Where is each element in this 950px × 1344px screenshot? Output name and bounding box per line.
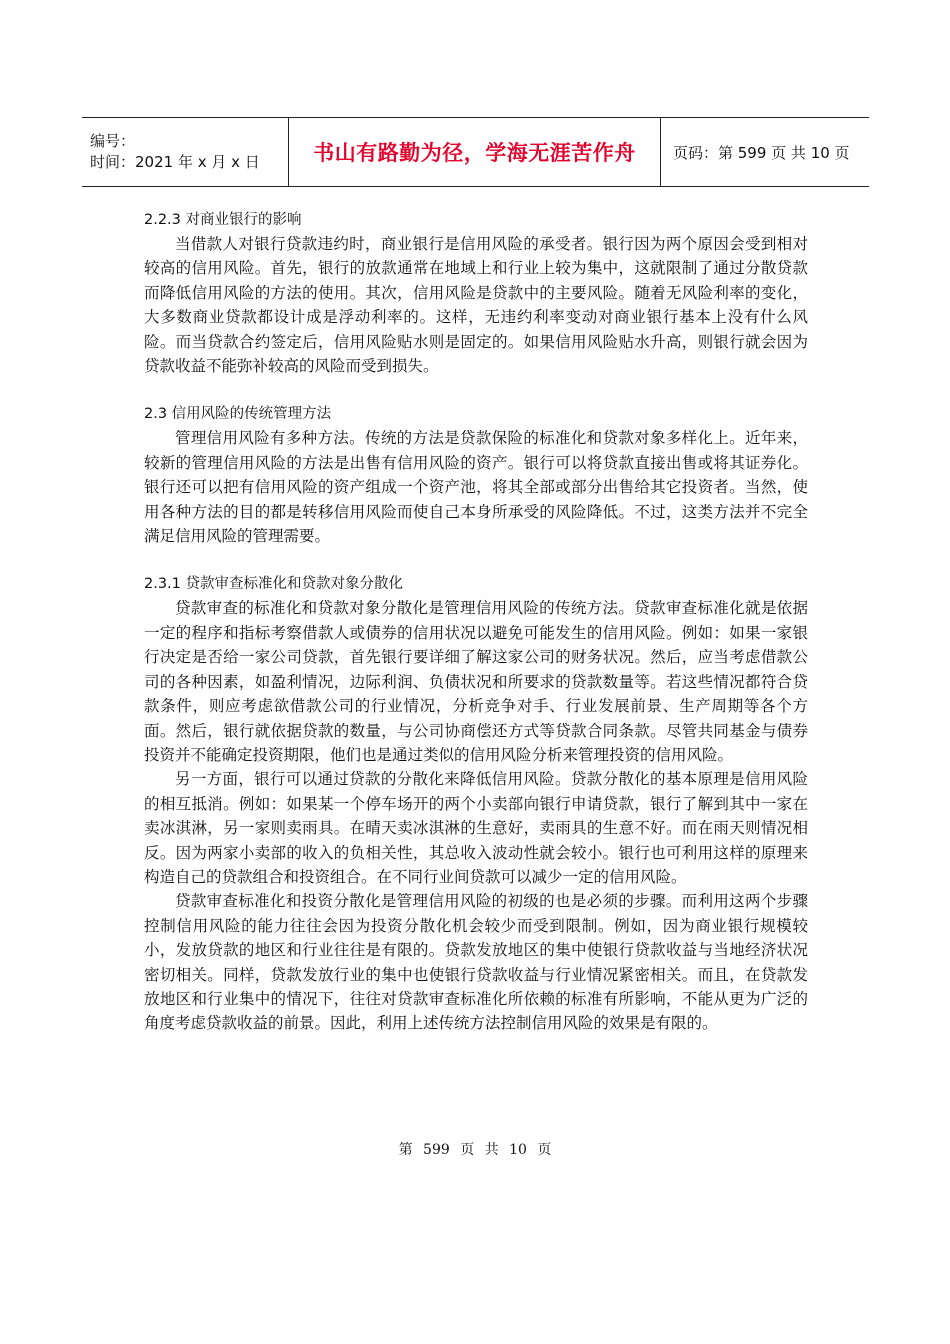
document-time: 时间：2021 年 x 月 x 日 bbox=[90, 153, 260, 171]
page-footer: 第 599 页 共 10 页 bbox=[398, 1142, 552, 1158]
header-motto-cell bbox=[289, 118, 661, 186]
header-motto: 书山有路勤为径，学海无涯苦作舟 bbox=[313, 141, 636, 165]
body-paragraph: 贷款审查标准化和投资分散化是管理信用风险的初级的也是必须的步骤。而利用这两个步骤控制信用风险的能力往往会因为投资分散化机会较少而受到限制。例如，因为商业银行规模较小，发放贷款的地区和行业往往是有限的。贷款发放地区的集中使银行贷款收益与当地经济状况密切相关。同样，贷款发放行业的集中也使银行贷款收益与行业情况紧密相关。而且，在贷款发放地区和行业集中的情况下，往往对贷款审查标准化所依赖的标准有所影响，不能从更为广泛的角度考虑贷款收益的前景。因此，利用上述传统方法控制信用风险的效果是有限的。 bbox=[144, 892, 808, 1033]
section bbox=[144, 572, 808, 1035]
page-header bbox=[82, 117, 869, 187]
body-paragraph: 当借款人对银行贷款违约时，商业银行是信用风险的承受者。银行因为两个原因会受到相对较高的信用风险。首先，银行的放款通常在地域上和行业上较为集中，这就限制了通过分散贷款而降低信用风险的方法的使用。其次，信用风险是贷款中的主要风险。随着无风险利率的变化，大多数商业贷款都设计成是浮动利率的。这样，无违约利率变动对商业银行基本上没有什么风险。而当贷款合约签定后，信用风险贴水则是固定的。如果信用风险贴水升高，则银行就会因为贷款收益不能弥补较高的风险而受到损失。 bbox=[144, 235, 808, 376]
section-heading: 2.3.1 贷款审查标准化和贷款对象分散化 bbox=[144, 576, 404, 593]
section bbox=[144, 402, 808, 548]
section-heading: 2.3 信用风险的传统管理方法 bbox=[144, 406, 332, 423]
document-body bbox=[144, 208, 808, 1036]
document-number-label: 编号： bbox=[90, 132, 136, 150]
body-paragraph: 管理信用风险有多种方法。传统的方法是贷款保险的标准化和贷款对象多样化上。近年来，较新的管理信用风险的方法是出售有信用风险的资产。银行可以将贷款直接出售或将其证券化。银行还可以把有信用风险的资产组成一个资产池，将其全部或部分出售给其它投资者。当然，使用各种方法的目的都是转移信用风险而使自己本身所承受的风险降低。不过，这类方法并不完全满足信用风险的管理需要。 bbox=[144, 429, 808, 546]
body-paragraph: 贷款审查的标准化和贷款对象分散化是管理信用风险的传统方法。贷款审查标准化就是依据一定的程序和指标考察借款人或债券的信用状况以避免可能发生的信用风险。例如：如果一家银行决定是否给一家公司贷款，首先银行要详细了解这家公司的财务状况。然后，应当考虑借款公司的各种因素，如盈利情况，边际利润、负债状况和所要求的贷款数量等。若这些情况都符合贷款条件，则应考虑欲借款公司的行业情况，分析竞争对手、行业发展前景、生产周期等各个方面。然后，银行就依据贷款的数量，与公司协商偿还方式等贷款合同条款。尽管共同基金与债券投资并不能确定投资期限，他们也是通过类似的信用风险分析来管理投资的信用风险。 bbox=[144, 599, 808, 764]
section-heading: 2.2.3 对商业银行的影响 bbox=[144, 212, 302, 228]
section bbox=[144, 208, 808, 378]
header-page-info-cell bbox=[661, 118, 869, 186]
header-meta bbox=[82, 118, 289, 186]
header-page-info: 页码：第 599 页 共 10 页 bbox=[673, 143, 850, 162]
body-paragraph: 另一方面，银行可以通过贷款的分散化来降低信用风险。贷款分散化的基本原理是信用风险的相互抵消。例如：如果某一个停车场开的两个小卖部向银行申请贷款，银行了解到其中一家在卖冰淇淋，另一家则卖雨具。在晴天卖冰淇淋的生意好，卖雨具的生意不好。而在雨天则情况相反。因为两家小卖部的收入的负相关性，其总收入波动性就会较小。银行也可利用这样的原理来构造自己的贷款组合和投资组合。在不同行业间贷款可以减少一定的信用风险。 bbox=[144, 770, 808, 886]
